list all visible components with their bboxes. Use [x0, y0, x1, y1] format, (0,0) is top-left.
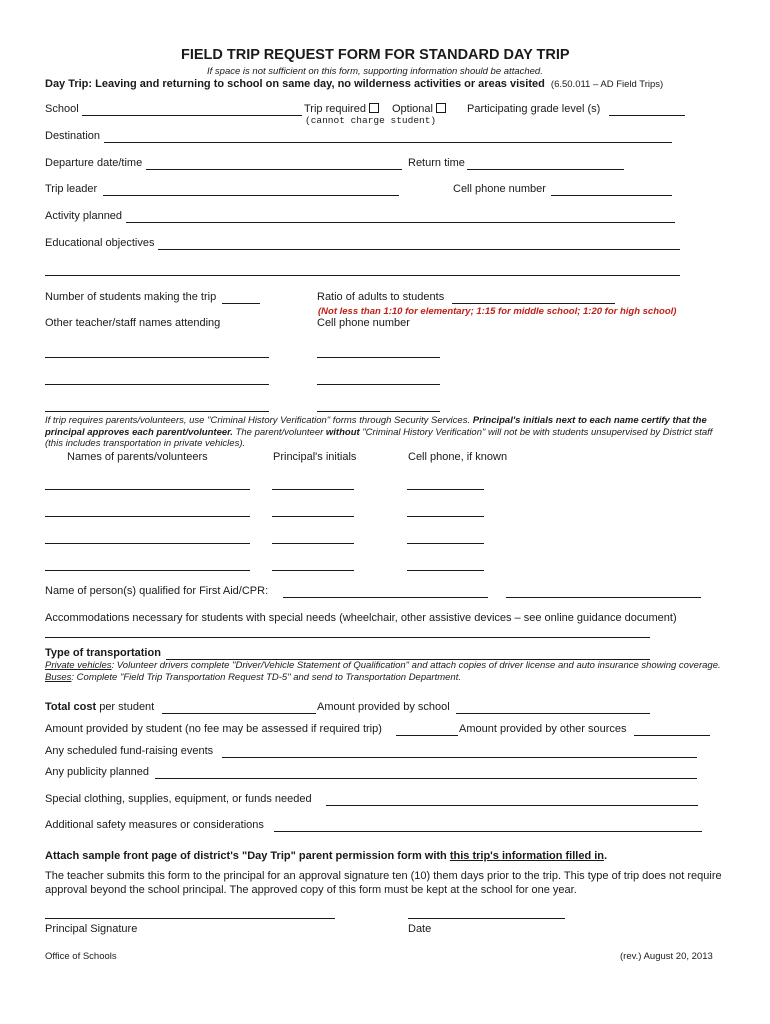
volunteer-name-field-1[interactable] — [45, 489, 250, 490]
school-label: School — [45, 103, 79, 115]
volunteer-phone-field-2[interactable] — [407, 516, 484, 517]
col-names-header: Names of parents/volunteers — [67, 451, 208, 463]
volunteer-phone-field-3[interactable] — [407, 543, 484, 544]
objectives-label: Educational objectives — [45, 237, 155, 249]
principal-signature-label: Principal Signature — [45, 923, 138, 935]
office-label: Office of Schools — [45, 951, 117, 962]
grade-level-field[interactable] — [609, 115, 685, 116]
staff-phone-field-2[interactable] — [317, 384, 440, 385]
day-trip-ref: (6.50.011 – AD Field Trips) — [550, 79, 664, 90]
school-field[interactable] — [82, 115, 302, 116]
by-school-field[interactable] — [456, 713, 650, 714]
volunteer-initials-field-2[interactable] — [272, 516, 354, 517]
fundraising-field[interactable] — [222, 757, 697, 758]
num-students-label: Number of students making the trip — [45, 291, 217, 303]
total-cost-field[interactable] — [162, 713, 316, 714]
optional-label: Optional — [392, 103, 446, 115]
staff-name-field-3[interactable] — [45, 411, 269, 412]
clothing-field[interactable] — [326, 805, 698, 806]
grade-level-label: Participating grade level (s) — [467, 103, 601, 115]
fundraising-label: Any scheduled fund-raising events — [45, 745, 214, 757]
ratio-field[interactable] — [452, 303, 615, 304]
submit-instruction: The teacher submits this form to the principal for an approval signature ten (10) them days prior to the trip. This type of trip does not require approval beyond the school principal. The approved copy of this form must be kept at the school for one year. — [45, 870, 722, 896]
trip-required-label: Trip required — [304, 103, 379, 115]
col-initials-header: Principal's initials — [273, 451, 357, 463]
staff-name-field-1[interactable] — [45, 357, 269, 358]
optional-checkbox[interactable] — [436, 103, 446, 113]
publicity-label: Any publicity planned — [45, 766, 149, 778]
clothing-label: Special clothing, supplies, equipment, or funds needed — [45, 793, 312, 805]
principal-signature-field[interactable] — [45, 918, 335, 919]
by-other-field[interactable] — [634, 735, 710, 736]
safety-label: Additional safety measures or considerations — [45, 819, 264, 831]
volunteer-phone-field-4[interactable] — [407, 570, 484, 571]
safety-field[interactable] — [274, 831, 702, 832]
volunteer-initials-field-4[interactable] — [272, 570, 354, 571]
by-student-label: Amount provided by student (no fee may be assessed if required trip) — [45, 723, 382, 735]
return-time-label: Return time — [408, 157, 465, 169]
departure-field[interactable] — [146, 169, 402, 170]
activity-planned-label: Activity planned — [45, 210, 123, 222]
transport-note: Private vehicles: Volunteer drivers complete "Driver/Vehicle Statement of Qualification" and attach copies of driver license and auto insurance showing coverage. Buses: Complete "Field Trip Transportation Request TD-5" and send to Transportation Department. — [45, 660, 721, 683]
revision-label: (rev.) August 20, 2013 — [620, 951, 713, 962]
cell-phone-label-2: Cell phone number — [317, 317, 410, 329]
attach-instruction: Attach sample front page of district's "Day Trip" parent permission form with this trip's information filled in. — [45, 850, 608, 862]
form-subtitle: If space is not sufficient on this form, supporting information should be attached. — [207, 66, 543, 77]
ratio-label: Ratio of adults to students — [317, 291, 445, 303]
form-title: FIELD TRIP REQUEST FORM FOR STANDARD DAY TRIP — [181, 47, 570, 63]
other-teachers-label: Other teacher/staff names attending — [45, 317, 221, 329]
first-aid-label: Name of person(s) qualified for First Aid/CPR: — [45, 585, 269, 597]
by-student-field[interactable] — [396, 735, 458, 736]
return-time-field[interactable] — [467, 169, 624, 170]
first-aid-field-1[interactable] — [283, 597, 488, 598]
volunteer-name-field-3[interactable] — [45, 543, 250, 544]
accommodations-field[interactable] — [45, 637, 650, 638]
volunteer-initials-field-3[interactable] — [272, 543, 354, 544]
trip-leader-label: Trip leader — [45, 183, 98, 195]
volunteer-name-field-2[interactable] — [45, 516, 250, 517]
destination-label: Destination — [45, 130, 101, 142]
cannot-charge-note: (cannot charge student) — [305, 115, 437, 126]
cell-phone-field[interactable] — [551, 195, 672, 196]
objectives-field[interactable] — [158, 249, 680, 250]
publicity-field[interactable] — [155, 778, 697, 779]
staff-phone-field-1[interactable] — [317, 357, 440, 358]
date-field[interactable] — [408, 918, 565, 919]
accommodations-label: Accommodations necessary for students with special needs (wheelchair, other assistive devices – see online guidance document) — [45, 612, 677, 624]
transport-label: Type of transportation — [45, 647, 161, 659]
ratio-note: (Not less than 1:10 for elementary; 1:15 for middle school; 1:20 for high school) — [318, 306, 677, 317]
day-trip-bold: Day Trip: Leaving and returning to school on same day, no wilderness activities or areas visited — [45, 78, 545, 90]
volunteer-name-field-4[interactable] — [45, 570, 250, 571]
objectives-field-2[interactable] — [45, 275, 680, 276]
by-school-label: Amount provided by school — [317, 701, 450, 713]
activity-planned-field[interactable] — [126, 222, 675, 223]
staff-phone-field-3[interactable] — [317, 411, 440, 412]
volunteers-notice: If trip requires parents/volunteers, use "Criminal History Verification" forms through Security Services. Principal's initials next to each name certify that the principal approves each parent/volunteer. The parent/volunteer without "Criminal History Verification" will not be with students unsupervised by District staff (this includes transportation in private vehicles). — [45, 415, 713, 449]
trip-required-checkbox[interactable] — [369, 103, 379, 113]
trip-leader-field[interactable] — [103, 195, 399, 196]
num-students-field[interactable] — [222, 303, 260, 304]
col-phone-header: Cell phone, if known — [408, 451, 508, 463]
volunteer-initials-field-1[interactable] — [272, 489, 354, 490]
day-trip-definition — [45, 78, 663, 90]
by-other-label: Amount provided by other sources — [459, 723, 627, 735]
cell-phone-label: Cell phone number — [453, 183, 546, 195]
date-label: Date — [408, 923, 432, 935]
staff-name-field-2[interactable] — [45, 384, 269, 385]
total-cost-label: Total cost per student — [45, 701, 155, 713]
first-aid-field-2[interactable] — [506, 597, 701, 598]
volunteer-phone-field-1[interactable] — [407, 489, 484, 490]
destination-field[interactable] — [104, 142, 672, 143]
departure-label: Departure date/time — [45, 157, 143, 169]
